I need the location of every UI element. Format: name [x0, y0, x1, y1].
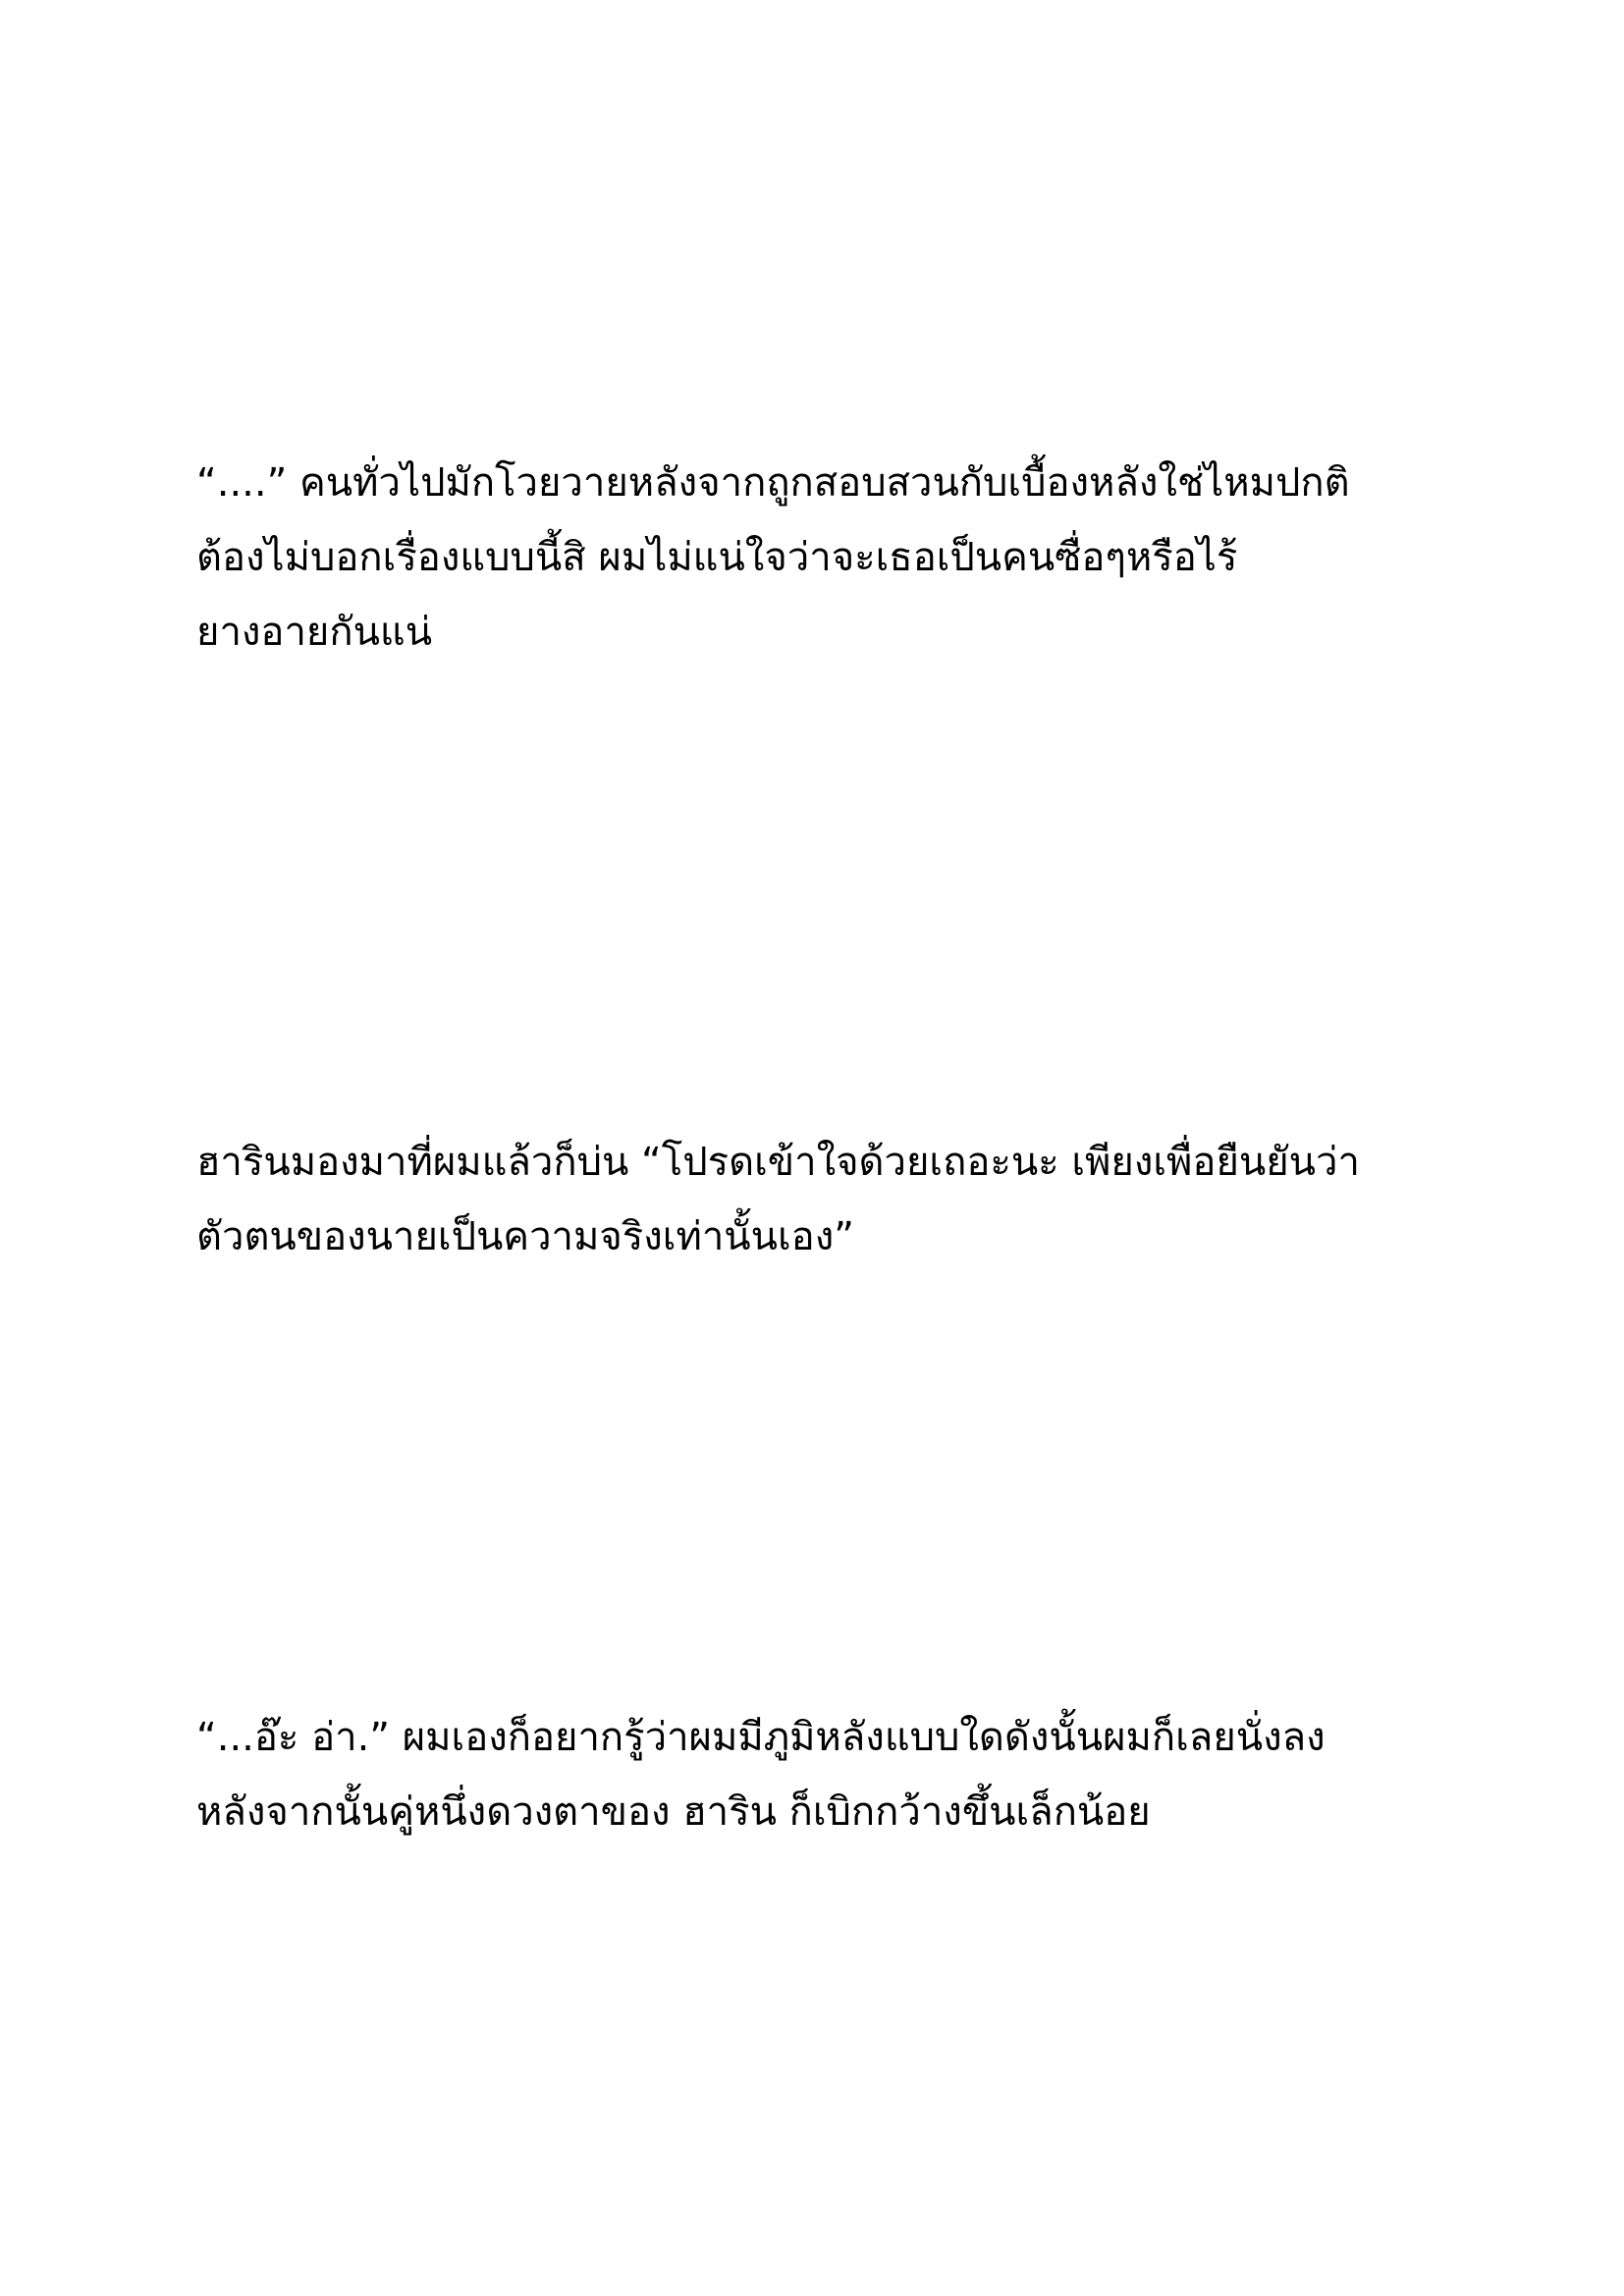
paragraph-line: ตัวตนของนายเป็นความจริงเท่านั้นเอง”	[196, 1214, 854, 1259]
paragraph-line: “...อ๊ะ อ่า.” ผมเองก็อยากรู้ว่าผมมีภูมิหลังแบบใดดังนั้นผมก็เลยนั่งลง	[196, 1715, 1326, 1760]
paragraph-line: “....” คนทั่วไปมักโวยวายหลังจากถูกสอบสวนกับเบื้องหลังใช่ไหมปกติ	[196, 460, 1350, 506]
paragraph-2	[196, 1125, 1473, 1274]
paragraph-3	[196, 1700, 1473, 1849]
paragraph-line: หลังจากนั้นคู่หนึ่งดวงตาของ ฮาริน ก็เบิกกว้างขึ้นเล็กน้อย	[196, 1789, 1151, 1835]
paragraph-line: ยางอายกันแน่	[196, 610, 433, 655]
paragraph-line: ต้องไม่บอกเรื่องแบบนี้สิ ผมไม่แน่ใจว่าจะเธอเป็นคนซื่อๆหรือไร้	[196, 535, 1238, 580]
paragraph-1	[196, 446, 1473, 669]
paragraph-line: ฮารินมองมาที่ผมแล้วก็บ่น “โปรดเข้าใจด้วยเถอะนะ เพียงเพื่อยืนยันว่า	[196, 1140, 1360, 1185]
